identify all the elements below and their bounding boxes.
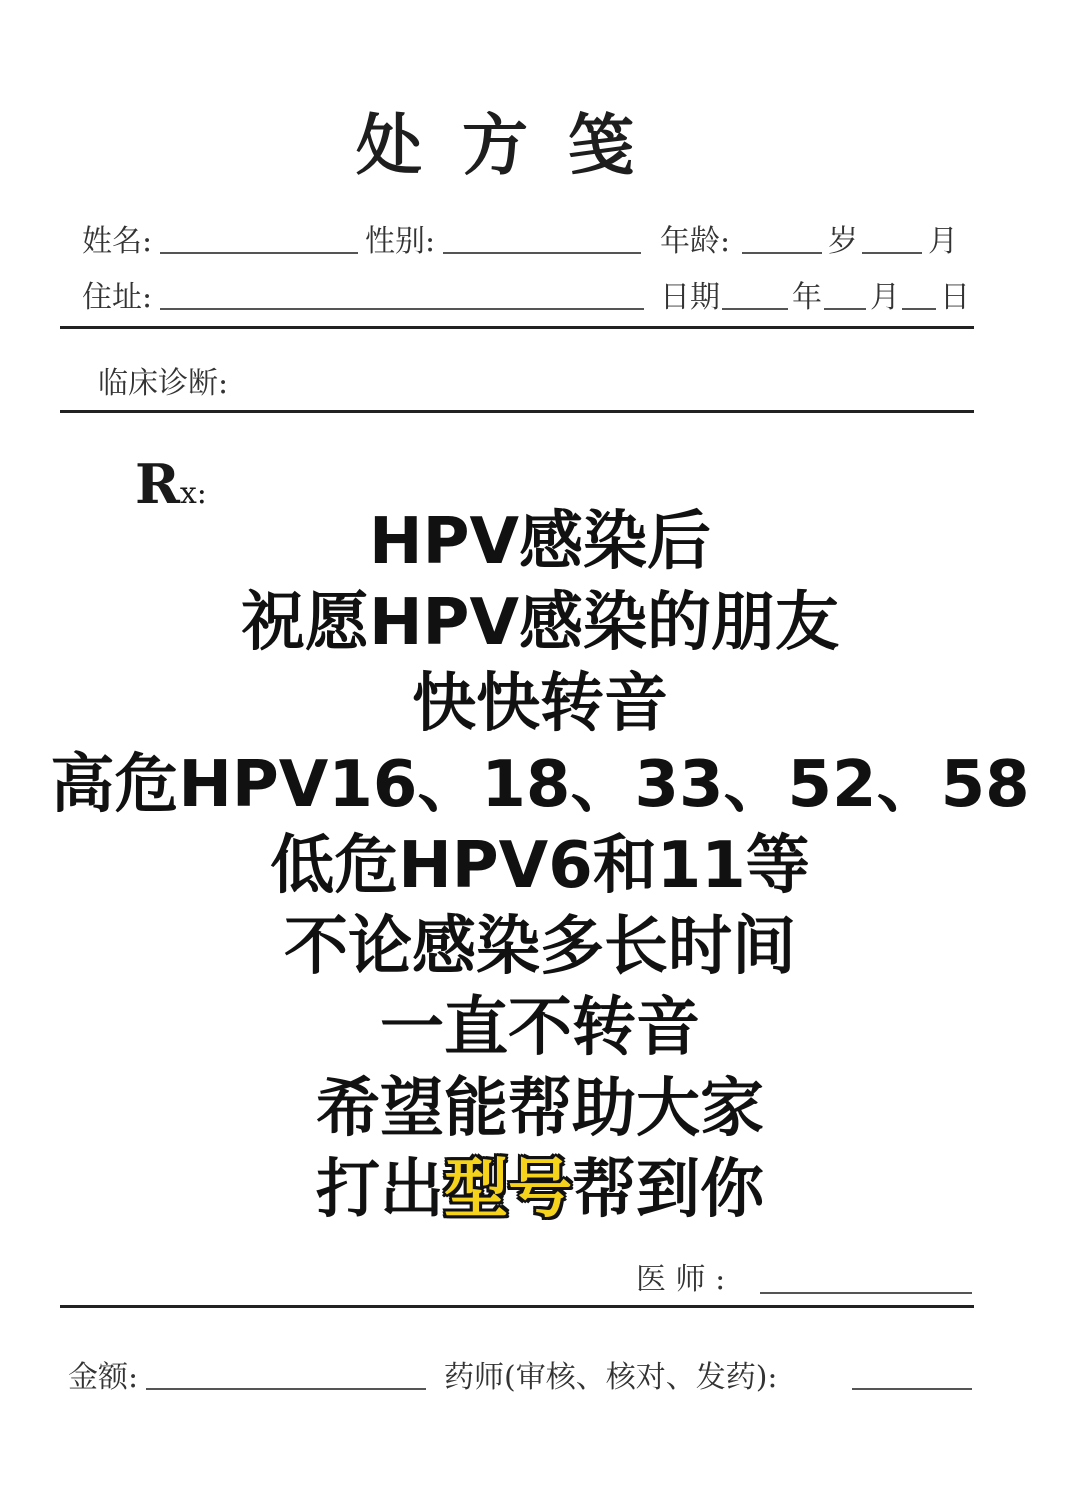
caption-line-5: 低危HPV6和11等	[270, 829, 810, 903]
date-day-field[interactable]	[902, 308, 936, 310]
form-title: 处方笺	[356, 106, 674, 184]
caption-line-1: HPV感染后	[369, 505, 711, 579]
caption-line-9	[0, 1150, 1080, 1231]
age-year-unit: 岁	[828, 224, 858, 259]
rx-letter: R	[135, 452, 180, 516]
caption-line-3: 快快转音	[412, 667, 668, 741]
gender-label: 性别:	[365, 224, 436, 259]
age-months-field[interactable]	[862, 252, 922, 254]
doctor-field[interactable]	[760, 1292, 972, 1294]
caption-line-7: 一直不转音	[380, 991, 700, 1065]
amount-label: 金额:	[68, 1360, 139, 1395]
diagnosis-label: 临床诊断:	[98, 366, 229, 401]
pharmacist-label: 药师(审核、核对、发药):	[444, 1360, 778, 1395]
footer-divider	[60, 1305, 974, 1308]
rx-suffix: x:	[179, 476, 207, 511]
amount-field[interactable]	[146, 1388, 426, 1390]
caption-line-8: 希望能帮助大家	[316, 1072, 764, 1146]
caption-prefix: 打出	[316, 1153, 444, 1227]
doctor-label: 医 师 :	[636, 1262, 726, 1297]
name-field[interactable]	[160, 252, 358, 254]
caption-highlight: 型号	[444, 1153, 572, 1227]
date-month-field[interactable]	[824, 308, 866, 310]
caption-line-4: 高危HPV16、18、33、52、58	[50, 748, 1030, 822]
age-label: 年龄:	[660, 224, 731, 259]
pharmacist-field[interactable]	[852, 1388, 972, 1390]
gender-field[interactable]	[443, 252, 641, 254]
age-years-field[interactable]	[742, 252, 822, 254]
date-label: 日期	[660, 280, 720, 315]
date-year-unit: 年	[792, 280, 822, 315]
date-month-unit: 月	[870, 280, 900, 315]
name-label: 姓名:	[82, 224, 153, 259]
caption-suffix: 帮到你	[572, 1153, 764, 1227]
caption-line-2: 祝愿HPV感染的朋友	[241, 586, 839, 660]
date-day-unit: 日	[940, 280, 970, 315]
caption-line-6: 不论感染多长时间	[284, 910, 796, 984]
date-year-field[interactable]	[722, 308, 788, 310]
overlay-caption	[0, 502, 1080, 1231]
age-month-unit: 月	[928, 224, 958, 259]
address-label: 住址:	[82, 280, 153, 315]
diagnosis-divider	[60, 410, 974, 413]
address-field[interactable]	[160, 308, 644, 310]
header-divider	[60, 326, 974, 329]
